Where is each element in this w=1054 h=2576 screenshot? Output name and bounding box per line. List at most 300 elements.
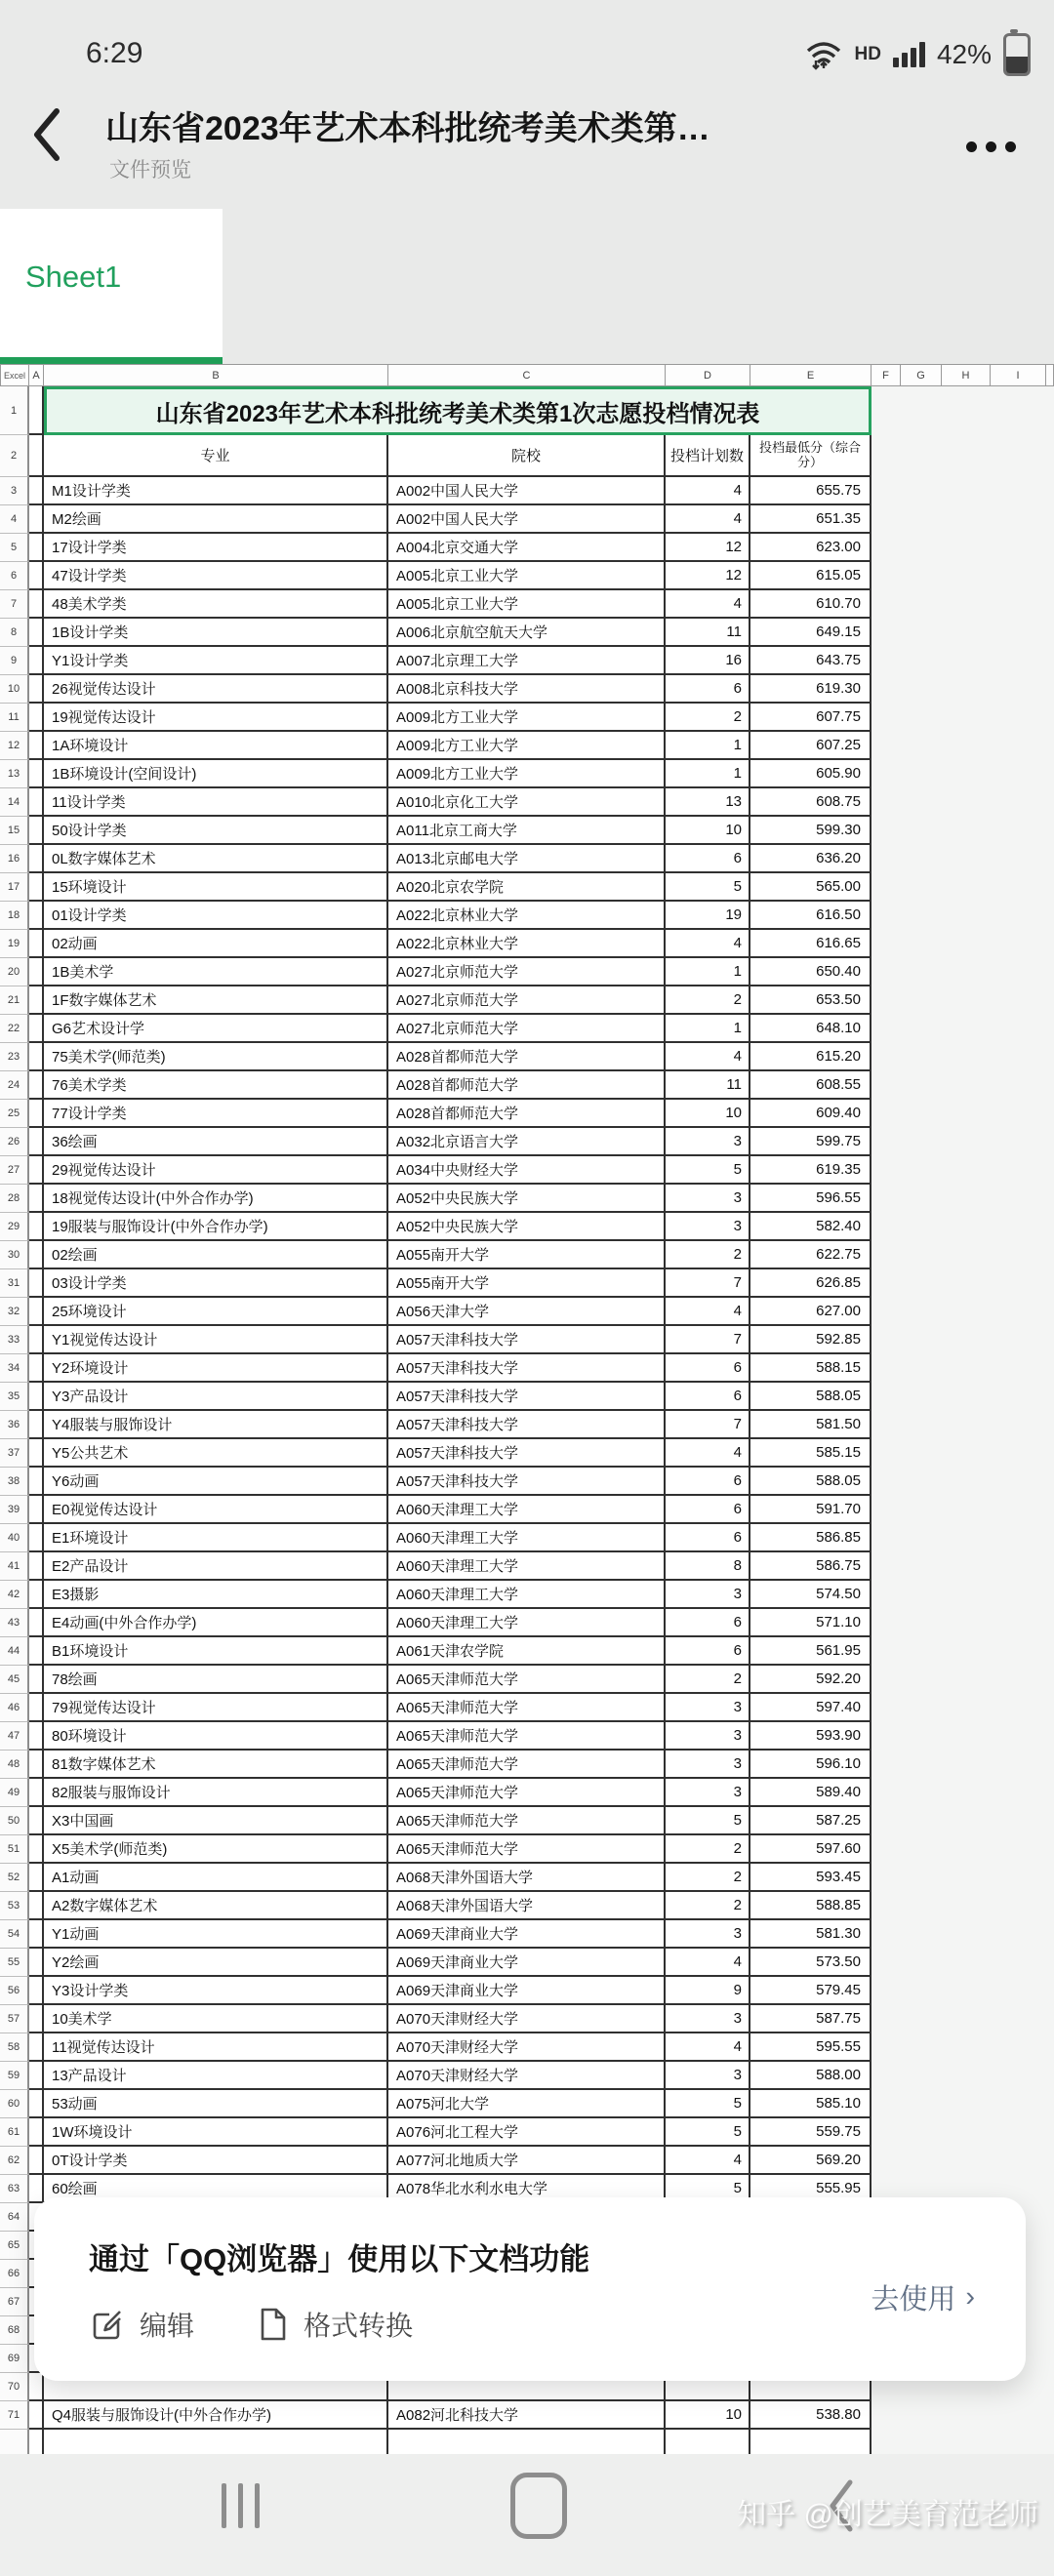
cell-plan: 7 xyxy=(666,1326,750,1354)
table-row xyxy=(0,675,872,704)
qq-banner xyxy=(34,2197,1026,2381)
cell-major: 80环境设计 xyxy=(44,1722,388,1751)
cell-row-number: 57 xyxy=(0,2005,29,2033)
cell-row-number: 51 xyxy=(0,1835,29,1864)
cell-row-number: 58 xyxy=(0,2033,29,2062)
cell-college: A027北京师范大学 xyxy=(388,958,666,986)
col-header-major: 专业 xyxy=(44,435,388,477)
cell-a xyxy=(29,1779,44,1807)
cell-college: A065天津师范大学 xyxy=(388,1722,666,1751)
cell-row-number: 34 xyxy=(0,1354,29,1383)
cell-major: E3摄影 xyxy=(44,1581,388,1609)
cell-college: A082河北科技大学 xyxy=(388,2401,666,2430)
cell-a xyxy=(29,732,44,760)
cell-major: 10美术学 xyxy=(44,2005,388,2033)
cell-plan: 2 xyxy=(666,1864,750,1892)
back-button[interactable] xyxy=(29,105,88,183)
cell-score: 571.10 xyxy=(750,1609,872,1637)
cell-score: 599.30 xyxy=(750,817,872,845)
cell-college: A022北京林业大学 xyxy=(388,930,666,958)
cell-score: 593.90 xyxy=(750,1722,872,1751)
cell-score: 636.20 xyxy=(750,845,872,873)
cell-a xyxy=(29,760,44,788)
cell-plan: 10 xyxy=(666,1100,750,1128)
cell-college: A069天津商业大学 xyxy=(388,1920,666,1949)
cell-score: 579.45 xyxy=(750,1977,872,2005)
cell-row-number: 41 xyxy=(0,1552,29,1581)
cell-college: A028首都师范大学 xyxy=(388,1043,666,1071)
cell-major: 18视觉传达设计(中外合作办学) xyxy=(44,1185,388,1213)
cell-major: 75美术学(师范类) xyxy=(44,1043,388,1071)
column-letter-cell: D xyxy=(666,364,750,386)
table-row xyxy=(0,1835,872,1864)
cell-score: 585.15 xyxy=(750,1439,872,1468)
cell-college: A065天津师范大学 xyxy=(388,1666,666,1694)
cell-score: 586.75 xyxy=(750,1552,872,1581)
cell-a xyxy=(29,1439,44,1468)
col-header-plan: 投档计划数 xyxy=(666,435,750,477)
table-row xyxy=(0,873,872,902)
cell-college: A052中央民族大学 xyxy=(388,1185,666,1213)
table-row xyxy=(0,1043,872,1071)
table-row xyxy=(0,619,872,647)
cell-row-number: 43 xyxy=(0,1609,29,1637)
table-row xyxy=(0,647,872,675)
table-row xyxy=(0,1383,872,1411)
cell-score: 651.35 xyxy=(750,505,872,534)
cell-a xyxy=(29,1864,44,1892)
cell-a xyxy=(29,1071,44,1100)
cell-a xyxy=(29,704,44,732)
cell-a xyxy=(29,1807,44,1835)
cell-score: 559.75 xyxy=(750,2118,872,2147)
cell-a xyxy=(29,817,44,845)
cell-plan: 2 xyxy=(666,1241,750,1269)
cell-college: A055南开大学 xyxy=(388,1269,666,1298)
cell-row-number: 8 xyxy=(0,619,29,647)
cell-college: A060天津理工大学 xyxy=(388,1524,666,1552)
cell-score: 609.40 xyxy=(750,1100,872,1128)
cell-score: 582.40 xyxy=(750,1213,872,1241)
wifi-icon xyxy=(804,39,843,70)
cell-college: A009北方工业大学 xyxy=(388,732,666,760)
cell-a xyxy=(29,1185,44,1213)
cell-score: 607.75 xyxy=(750,704,872,732)
cell-major: Y1视觉传达设计 xyxy=(44,1326,388,1354)
table-row xyxy=(0,930,872,958)
cell-score: 643.75 xyxy=(750,647,872,675)
cell-score: 597.40 xyxy=(750,1694,872,1722)
table-row xyxy=(0,1439,872,1468)
cell-major: B1环境设计 xyxy=(44,1637,388,1666)
cell-a xyxy=(29,845,44,873)
cell-row-number: 12 xyxy=(0,732,29,760)
cell-major: 47设计学类 xyxy=(44,562,388,590)
cell-row-number: 67 xyxy=(0,2288,29,2316)
cell-major: 1B美术学 xyxy=(44,958,388,986)
cell-plan: 8 xyxy=(666,1552,750,1581)
cell-major: Y1设计学类 xyxy=(44,647,388,675)
table-row xyxy=(0,1496,872,1524)
cell-plan: 3 xyxy=(666,1751,750,1779)
cell-college: A068天津外国语大学 xyxy=(388,1864,666,1892)
cell-college: A060天津理工大学 xyxy=(388,1609,666,1637)
cell-row-number: 53 xyxy=(0,1892,29,1920)
cell-score: 649.15 xyxy=(750,619,872,647)
cell-college: A028首都师范大学 xyxy=(388,1071,666,1100)
table-row xyxy=(0,1071,872,1100)
feature-convert[interactable] xyxy=(259,2305,413,2344)
sheet-tab[interactable] xyxy=(0,209,223,364)
cell-score: 565.00 xyxy=(750,873,872,902)
cell-college: A006北京航空航天大学 xyxy=(388,619,666,647)
column-letter-cell: A xyxy=(29,364,44,386)
cell-a xyxy=(29,1835,44,1864)
cell-a xyxy=(29,1552,44,1581)
cell-major: 1W环境设计 xyxy=(44,2118,388,2147)
cell-a xyxy=(29,1015,44,1043)
cell-row-number: 64 xyxy=(0,2203,29,2232)
cell-score: 619.35 xyxy=(750,1156,872,1185)
column-letter-strip xyxy=(0,364,1054,386)
cell-major: 36绘画 xyxy=(44,1128,388,1156)
cell-major: 1A环境设计 xyxy=(44,732,388,760)
battery-icon xyxy=(1003,33,1031,76)
cell-a xyxy=(29,1269,44,1298)
cell-college xyxy=(388,2430,666,2454)
table-row xyxy=(0,845,872,873)
cell-college: A055南开大学 xyxy=(388,1241,666,1269)
status-time: 6:29 xyxy=(86,37,143,69)
cell-a xyxy=(29,2005,44,2033)
cell-plan: 16 xyxy=(666,647,750,675)
cell-plan: 13 xyxy=(666,788,750,817)
col-header-college: 院校 xyxy=(388,435,666,477)
cell-score: 623.00 xyxy=(750,534,872,562)
cell-a xyxy=(29,477,44,505)
cell-score: 593.45 xyxy=(750,1864,872,1892)
cell-score: 573.50 xyxy=(750,1949,872,1977)
table-row xyxy=(0,1694,872,1722)
cell-score: 596.55 xyxy=(750,1185,872,1213)
cell-plan: 5 xyxy=(666,1156,750,1185)
cell-college: A020北京农学院 xyxy=(388,873,666,902)
sheet-tab-underline xyxy=(0,357,223,364)
file-icon xyxy=(259,2307,288,2342)
home-button[interactable] xyxy=(480,2467,597,2545)
cell-plan: 6 xyxy=(666,1524,750,1552)
cell-row-number: 47 xyxy=(0,1722,29,1751)
table-row xyxy=(0,817,872,845)
table-row xyxy=(0,788,872,817)
cell-row-number: 5 xyxy=(0,534,29,562)
table-row xyxy=(0,2005,872,2033)
cell-plan: 9 xyxy=(666,1977,750,2005)
table-row xyxy=(0,1892,872,1920)
table-row xyxy=(0,732,872,760)
cell-row-number: 2 xyxy=(0,435,29,477)
cell-major: Y3产品设计 xyxy=(44,1383,388,1411)
cell-a xyxy=(29,1722,44,1751)
cell-row-number: 37 xyxy=(0,1439,29,1468)
cell-major: X5美术学(师范类) xyxy=(44,1835,388,1864)
cell-score: 587.25 xyxy=(750,1807,872,1835)
column-letter-cell: B xyxy=(44,364,388,386)
cell-college: A007北京理工大学 xyxy=(388,647,666,675)
cell-major: 60绘画 xyxy=(44,2175,388,2203)
cell-plan: 4 xyxy=(666,590,750,619)
cell-a xyxy=(29,1496,44,1524)
cell-row-number: 44 xyxy=(0,1637,29,1666)
hd-badge: HD xyxy=(854,44,881,64)
cell-score: 585.10 xyxy=(750,2090,872,2118)
cell-plan: 6 xyxy=(666,1637,750,1666)
cell-a xyxy=(29,619,44,647)
cell-major: 15环境设计 xyxy=(44,873,388,902)
cell-college: A077河北地质大学 xyxy=(388,2147,666,2175)
cell-major: 50设计学类 xyxy=(44,817,388,845)
table-row xyxy=(0,1213,872,1241)
cell-major: A2数字媒体艺术 xyxy=(44,1892,388,1920)
cell-major: 03设计学类 xyxy=(44,1269,388,1298)
feature-edit[interactable] xyxy=(91,2305,194,2344)
cell-major: M1设计学类 xyxy=(44,477,388,505)
cell-row-number: 42 xyxy=(0,1581,29,1609)
table-row xyxy=(0,590,872,619)
recents-icon xyxy=(222,2483,260,2528)
cell-plan: 4 xyxy=(666,2033,750,2062)
top-gray-zone xyxy=(0,0,1054,364)
cell-a xyxy=(29,1326,44,1354)
table-row xyxy=(0,1524,872,1552)
cell-plan: 2 xyxy=(666,1835,750,1864)
cell-major: E0视觉传达设计 xyxy=(44,1496,388,1524)
table-row xyxy=(0,1666,872,1694)
status-icons xyxy=(804,35,1032,74)
cell-row-number: 69 xyxy=(0,2345,29,2373)
cell-major: 79视觉传达设计 xyxy=(44,1694,388,1722)
cell-plan: 6 xyxy=(666,1354,750,1383)
cell-row-number: 59 xyxy=(0,2062,29,2090)
cell-college: A022北京林业大学 xyxy=(388,902,666,930)
cell-a xyxy=(29,2033,44,2062)
cell-college: A005北京工业大学 xyxy=(388,562,666,590)
cell-major: 0T设计学类 xyxy=(44,2147,388,2175)
cell-college: A009北方工业大学 xyxy=(388,760,666,788)
cell-plan: 11 xyxy=(666,1071,750,1100)
cell-row-number: 68 xyxy=(0,2316,29,2345)
cell-college: A009北方工业大学 xyxy=(388,704,666,732)
cell-major: 17设计学类 xyxy=(44,534,388,562)
status-bar xyxy=(0,0,1054,88)
cell-college: A057天津科技大学 xyxy=(388,1439,666,1468)
cell-major: 1B环境设计(空间设计) xyxy=(44,760,388,788)
cell-plan: 3 xyxy=(666,1128,750,1156)
home-icon xyxy=(510,2473,567,2539)
table-row xyxy=(0,1128,872,1156)
cell-score: 588.15 xyxy=(750,1354,872,1383)
cell-major: Y2环境设计 xyxy=(44,1354,388,1383)
table-row xyxy=(0,1298,872,1326)
table-row xyxy=(0,562,872,590)
table-row xyxy=(0,958,872,986)
cell-plan: 3 xyxy=(666,1213,750,1241)
cell-a xyxy=(29,1043,44,1071)
cell-row-number: 61 xyxy=(0,2118,29,2147)
more-icon xyxy=(966,141,977,152)
cell-a xyxy=(29,1751,44,1779)
cell-row-number: 32 xyxy=(0,1298,29,1326)
cell-major: Y5公共艺术 xyxy=(44,1439,388,1468)
cell-row-number: 46 xyxy=(0,1694,29,1722)
cell-row-number: 16 xyxy=(0,845,29,873)
cell-row-number: 40 xyxy=(0,1524,29,1552)
cell-score: 619.30 xyxy=(750,675,872,704)
cell-score: 581.30 xyxy=(750,1920,872,1949)
cell-plan: 4 xyxy=(666,2147,750,2175)
cell-a xyxy=(29,1524,44,1552)
cell-major: E2产品设计 xyxy=(44,1552,388,1581)
cell-college: A057天津科技大学 xyxy=(388,1354,666,1383)
cell-score: 587.75 xyxy=(750,2005,872,2033)
table-row xyxy=(0,1637,872,1666)
cell-major: 0L数字媒体艺术 xyxy=(44,845,388,873)
cell-plan: 4 xyxy=(666,477,750,505)
cell-college: A052中央民族大学 xyxy=(388,1213,666,1241)
cell-college: A069天津商业大学 xyxy=(388,1977,666,2005)
cell-college: A069天津商业大学 xyxy=(388,1949,666,1977)
spreadsheet xyxy=(0,364,1054,2454)
cell-college: A010北京化工大学 xyxy=(388,788,666,817)
cell-row-number: 60 xyxy=(0,2090,29,2118)
table-row xyxy=(0,2401,872,2430)
cell-score: 596.10 xyxy=(750,1751,872,1779)
cell-a xyxy=(29,873,44,902)
cell-plan: 6 xyxy=(666,1383,750,1411)
cell-score: 592.20 xyxy=(750,1666,872,1694)
cell-college: A061天津农学院 xyxy=(388,1637,666,1666)
cell-major: 78绘画 xyxy=(44,1666,388,1694)
cell-major: 48美术学类 xyxy=(44,590,388,619)
table-row xyxy=(0,1751,872,1779)
table-row xyxy=(0,2062,872,2090)
cell-row-number: 39 xyxy=(0,1496,29,1524)
table-row xyxy=(0,760,872,788)
cell-major xyxy=(44,2430,388,2454)
cell-a xyxy=(29,1892,44,1920)
cell-score: 610.70 xyxy=(750,590,872,619)
cell-plan: 5 xyxy=(666,2090,750,2118)
cell-score: 650.40 xyxy=(750,958,872,986)
column-letter-cell: I xyxy=(991,364,1046,386)
column-letter-cell: H xyxy=(942,364,991,386)
cell-a xyxy=(29,1977,44,2005)
cell-plan: 7 xyxy=(666,1411,750,1439)
go-use-button[interactable] xyxy=(871,2277,975,2317)
table-row xyxy=(0,1100,872,1128)
cell-a xyxy=(29,2401,44,2430)
cell-a xyxy=(29,2430,44,2454)
cell-score: 588.05 xyxy=(750,1383,872,1411)
cell-college: A057天津科技大学 xyxy=(388,1468,666,1496)
cell-plan: 3 xyxy=(666,1694,750,1722)
cell-college: A027北京师范大学 xyxy=(388,1015,666,1043)
cell-a xyxy=(29,1411,44,1439)
table-row xyxy=(0,1468,872,1496)
table-row xyxy=(0,1156,872,1185)
cell-row-number: 18 xyxy=(0,902,29,930)
cell-plan: 11 xyxy=(666,619,750,647)
cell-major: Y4服装与服饰设计 xyxy=(44,1411,388,1439)
cell-a xyxy=(29,1383,44,1411)
sheet-tab-bar xyxy=(0,205,1054,364)
cell-row-number: 4 xyxy=(0,505,29,534)
cell-a xyxy=(29,562,44,590)
cell-score: 608.55 xyxy=(750,1071,872,1100)
cell-college: A002中国人民大学 xyxy=(388,505,666,534)
cell-plan: 3 xyxy=(666,1779,750,1807)
feature-convert-label: 格式转换 xyxy=(304,2311,414,2341)
col-header-score: 投档最低分（综合分） xyxy=(750,435,872,477)
cell-major: 19服装与服饰设计(中外合作办学) xyxy=(44,1213,388,1241)
cell-row-number: 17 xyxy=(0,873,29,902)
cell-college: A057天津科技大学 xyxy=(388,1383,666,1411)
cell-score: 648.10 xyxy=(750,1015,872,1043)
cell-major: 1F数字媒体艺术 xyxy=(44,986,388,1015)
cell-college: A057天津科技大学 xyxy=(388,1326,666,1354)
cell-plan: 2 xyxy=(666,1892,750,1920)
cell-plan: 10 xyxy=(666,817,750,845)
cell-row-number: 50 xyxy=(0,1807,29,1835)
cell-row-number: 66 xyxy=(0,2260,29,2288)
sheet-tab-label: Sheet1 xyxy=(25,260,122,294)
cell-major: G6艺术设计学 xyxy=(44,1015,388,1043)
cell-plan: 6 xyxy=(666,675,750,704)
cell-major: Q4服装与服饰设计(中外合作办学) xyxy=(44,2401,388,2430)
table-row xyxy=(0,704,872,732)
cell-row-number: 45 xyxy=(0,1666,29,1694)
cell-a xyxy=(29,1666,44,1694)
cell-plan: 1 xyxy=(666,1015,750,1043)
cell-plan: 4 xyxy=(666,1439,750,1468)
title-row xyxy=(0,386,872,435)
table-row xyxy=(0,1920,872,1949)
cell-plan: 3 xyxy=(666,1722,750,1751)
more-menu-button[interactable] xyxy=(953,127,1029,166)
cell-row-number: 70 xyxy=(0,2373,29,2401)
cell-a xyxy=(29,1609,44,1637)
cell-plan: 6 xyxy=(666,845,750,873)
cell-row-number: 54 xyxy=(0,1920,29,1949)
cell-score: 622.75 xyxy=(750,1241,872,1269)
cell-college: A070天津财经大学 xyxy=(388,2033,666,2062)
cell-college: A060天津理工大学 xyxy=(388,1496,666,1524)
cell-major: 26视觉传达设计 xyxy=(44,675,388,704)
table-row xyxy=(0,1185,872,1213)
cell-a xyxy=(29,590,44,619)
cell-major: 81数字媒体艺术 xyxy=(44,1751,388,1779)
cell-score: 569.20 xyxy=(750,2147,872,2175)
recents-button[interactable] xyxy=(182,2467,299,2545)
cell-score: 555.95 xyxy=(750,2175,872,2203)
header-row xyxy=(0,435,872,477)
cell-plan: 4 xyxy=(666,1298,750,1326)
cell-a xyxy=(29,1213,44,1241)
cell-row-number: 15 xyxy=(0,817,29,845)
feature-edit-label: 编辑 xyxy=(140,2311,195,2341)
table-row xyxy=(0,1977,872,2005)
cell-plan: 19 xyxy=(666,902,750,930)
